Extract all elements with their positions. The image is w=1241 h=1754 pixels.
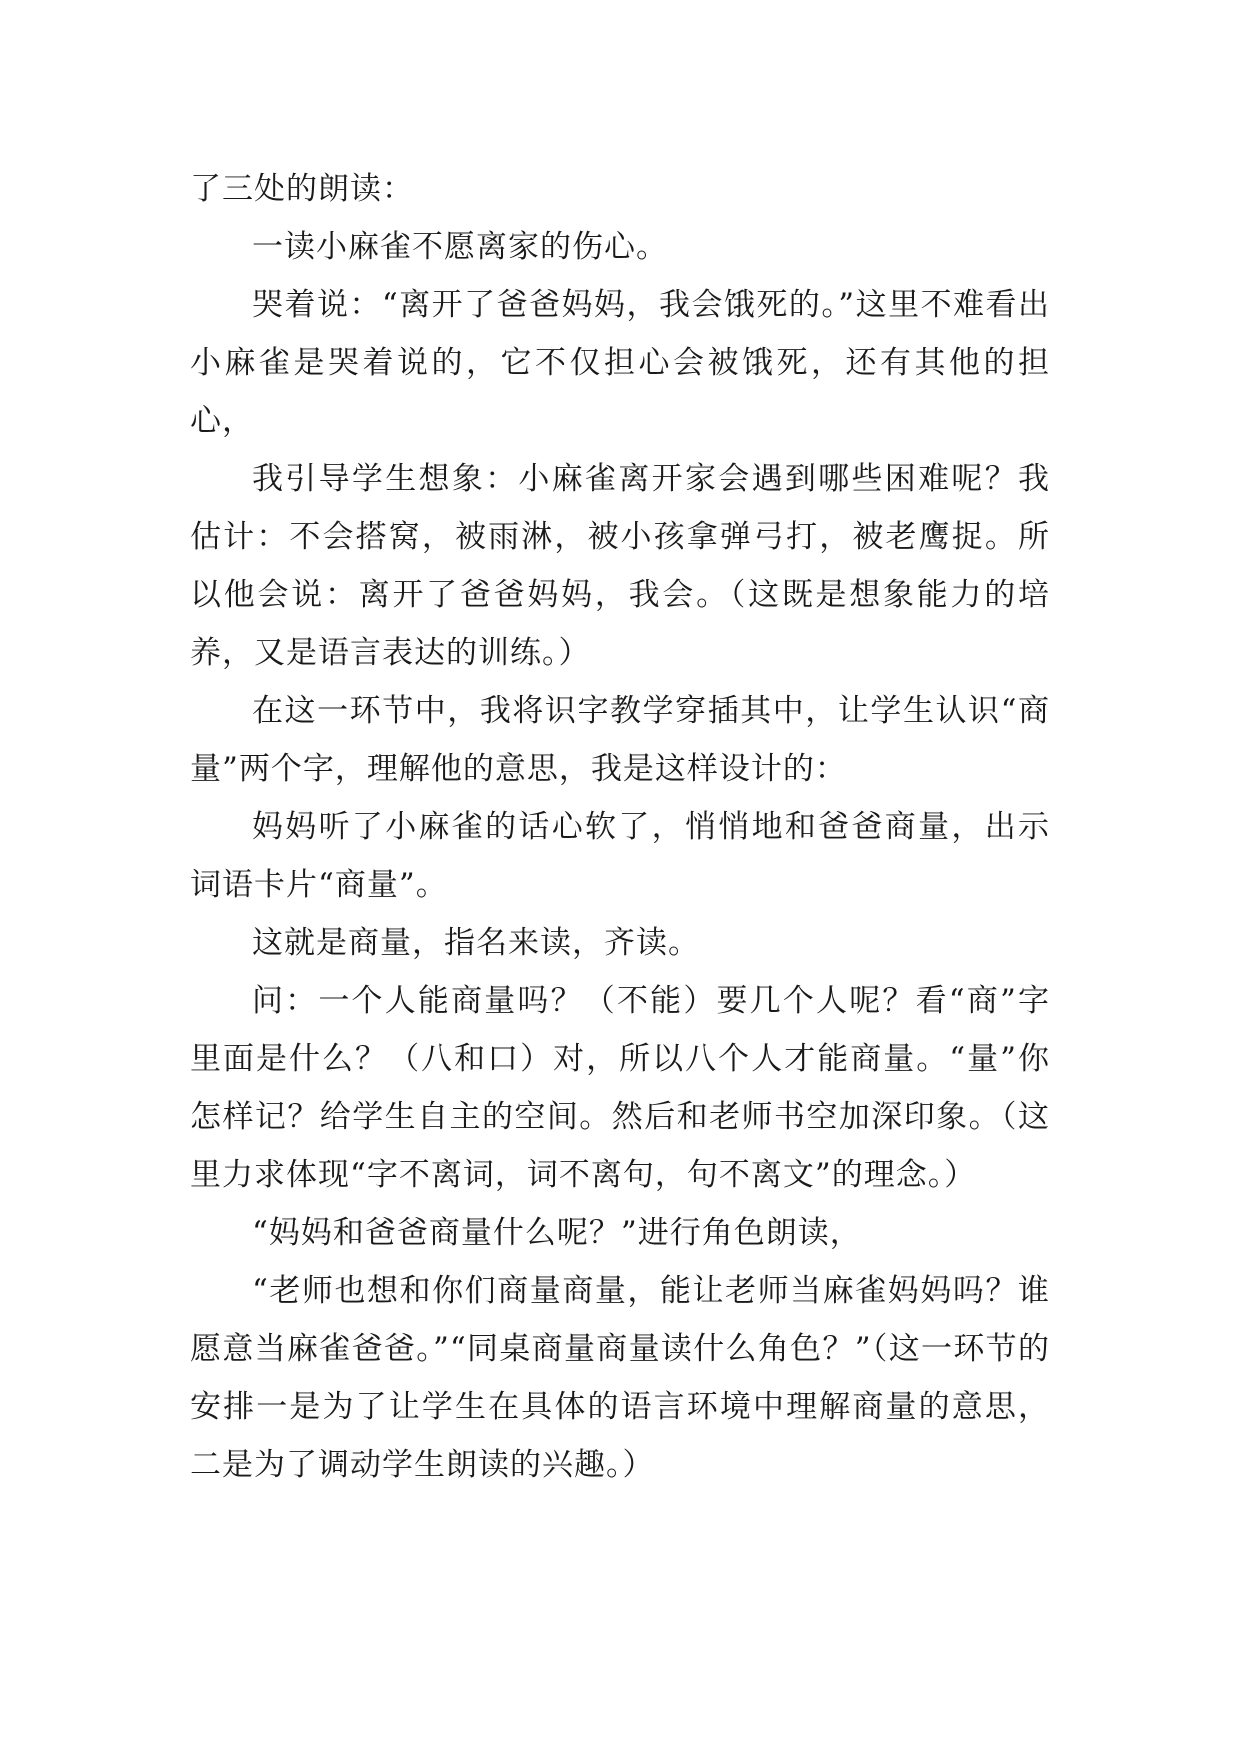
paragraph: 问：一个人能商量吗？（不能）要几个人呢？看“商”字里面是什么？（八和口）对，所以八个人才能商量。“量”你怎样记？给学生自主的空间。然后和老师书空加深印象。（这里力求体现“字不离词，词不离句，句不离文”的理念。） (190, 983, 1050, 1193)
paragraph: 一读小麻雀不愿离家的伤心。 (252, 229, 668, 265)
paragraph: 哭着说：“离开了爸爸妈妈，我会饿死的。”这里不难看出小麻雀是哭着说的，它不仅担心会被饿死，还有其他的担心， (190, 287, 1050, 439)
paragraph: 这就是商量，指名来读，齐读。 (252, 925, 700, 961)
paragraph: “妈妈和爸爸商量什么呢？”进行角色朗读， (252, 1215, 862, 1251)
paragraph-continuation: 了三处的朗读： (190, 171, 414, 207)
document-body (190, 160, 1050, 1494)
paragraph: “老师也想和你们商量商量，能让老师当麻雀妈妈吗？谁愿意当麻雀爸爸。”“同桌商量商量读什么角色？”（这一环节的安排一是为了让学生在具体的语言环境中理解商量的意思，二是为了调动学生朗读的兴趣。） (190, 1273, 1050, 1483)
paragraph: 妈妈听了小麻雀的话心软了，悄悄地和爸爸商量，出示词语卡片“商量”。 (190, 809, 1050, 903)
paragraph: 在这一环节中，我将识字教学穿插其中，让学生认识“商量”两个字，理解他的意思，我是这样设计的： (190, 693, 1050, 787)
paragraph: 我引导学生想象：小麻雀离开家会遇到哪些困难呢？我估计：不会搭窝，被雨淋，被小孩拿弹弓打，被老鹰捉。所以他会说：离开了爸爸妈妈，我会。（这既是想象能力的培养，又是语言表达的训练。） (190, 461, 1050, 671)
